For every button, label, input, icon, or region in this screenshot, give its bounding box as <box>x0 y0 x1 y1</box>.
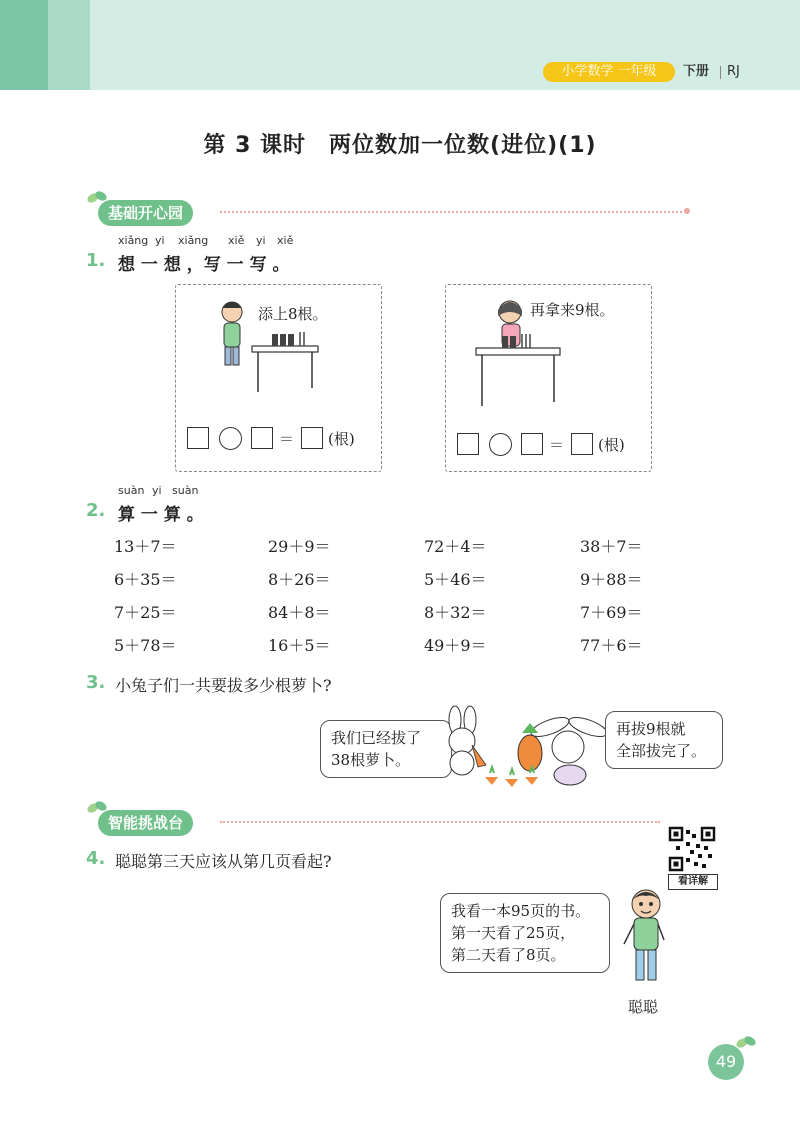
bubble-line: 我看一本95页的书。 <box>451 902 591 920</box>
question-text: 想 一 想 ，写 一 写 。 <box>118 255 290 275</box>
bubble-line: 全部拔完了。 <box>616 742 707 760</box>
speech-bubble <box>440 893 610 973</box>
calc-item: 5＋78＝ <box>114 636 177 655</box>
qr-code[interactable] <box>668 826 716 872</box>
unit-label: (根) <box>328 430 355 448</box>
bubble-line: 第二天看了8页。 <box>451 946 566 964</box>
leaf-icon <box>735 1034 757 1050</box>
pinyin: suàn <box>172 484 199 497</box>
edition-label: RJ <box>727 64 740 79</box>
volume-label: 下册 <box>683 64 710 79</box>
pinyin: xiě <box>277 234 294 247</box>
section-banner-challenge: 智能挑战台 <box>98 810 193 836</box>
qr-caption: 看详解 <box>668 874 718 890</box>
calc-item: 7＋25＝ <box>114 603 177 622</box>
calc-item: 7＋69＝ <box>580 603 643 622</box>
bubble-line: 38根萝卜。 <box>331 751 411 769</box>
dotted-divider <box>220 821 660 823</box>
bubble-line: 我们已经拔了 <box>331 729 422 747</box>
answer-box[interactable] <box>521 433 543 455</box>
calc-item: 8＋26＝ <box>268 570 331 589</box>
panel-caption: 添上8根。 <box>258 305 328 323</box>
calc-item: 8＋32＝ <box>424 603 487 622</box>
pinyin: yi <box>155 234 165 247</box>
question-text: 算 一 算 。 <box>118 505 204 525</box>
equals-sign: ＝ <box>279 430 295 448</box>
pinyin: yi <box>152 484 162 497</box>
calc-item: 13＋7＝ <box>114 537 177 556</box>
header-stripe <box>48 0 90 90</box>
header-band <box>0 0 800 90</box>
divider-dot <box>684 208 690 214</box>
calc-item: 84＋8＝ <box>268 603 331 622</box>
answer-box[interactable] <box>301 427 323 449</box>
section-banner-basic: 基础开心园 <box>98 200 193 226</box>
question-text: 聪聪第三天应该从第几页看起? <box>115 852 332 871</box>
unit-label: (根) <box>598 436 625 454</box>
boy-illustration <box>620 880 670 990</box>
question-number: 1. <box>86 250 106 271</box>
pinyin: yi <box>256 234 266 247</box>
answer-box[interactable] <box>571 433 593 455</box>
answer-box[interactable] <box>457 433 479 455</box>
panel-caption: 再拿来9根。 <box>530 301 615 319</box>
speech-bubble <box>605 711 723 769</box>
question-number: 2. <box>86 500 106 521</box>
rabbits-pulling-carrots-illustration <box>430 705 605 790</box>
equals-sign: ＝ <box>549 436 565 454</box>
calc-item: 6＋35＝ <box>114 570 177 589</box>
header-divider <box>720 66 721 79</box>
operator-circle[interactable] <box>219 427 242 450</box>
calc-item: 9＋88＝ <box>580 570 643 589</box>
pinyin: xiě <box>228 234 245 247</box>
calc-item: 16＋5＝ <box>268 636 331 655</box>
calc-item: 72＋4＝ <box>424 537 487 556</box>
bubble-line: 再拔9根就 <box>616 720 686 738</box>
question-text: 小兔子们一共要拔多少根萝卜? <box>115 676 332 695</box>
answer-box[interactable] <box>187 427 209 449</box>
character-name: 聪聪 <box>628 998 659 1016</box>
answer-box[interactable] <box>251 427 273 449</box>
bubble-line: 第一天看了25页， <box>451 924 576 942</box>
lesson-title: 第 3 课时 两位数加一位数(进位)(1) <box>203 133 597 158</box>
calc-item: 29＋9＝ <box>268 537 331 556</box>
page-number: 49 <box>708 1044 744 1080</box>
calc-item: 77＋6＝ <box>580 636 643 655</box>
calc-item: 49＋9＝ <box>424 636 487 655</box>
operator-circle[interactable] <box>489 433 512 456</box>
header-stripe <box>0 0 48 90</box>
calc-item: 5＋46＝ <box>424 570 487 589</box>
calc-item: 38＋7＝ <box>580 537 643 556</box>
question-number: 4. <box>86 848 106 869</box>
pinyin: xiǎng <box>118 234 149 247</box>
dotted-divider <box>220 211 682 213</box>
pinyin: suàn <box>118 484 145 497</box>
question-number: 3. <box>86 672 106 693</box>
series-label: 小学数学 一年级 <box>543 62 675 82</box>
pinyin: xiǎng <box>178 234 209 247</box>
